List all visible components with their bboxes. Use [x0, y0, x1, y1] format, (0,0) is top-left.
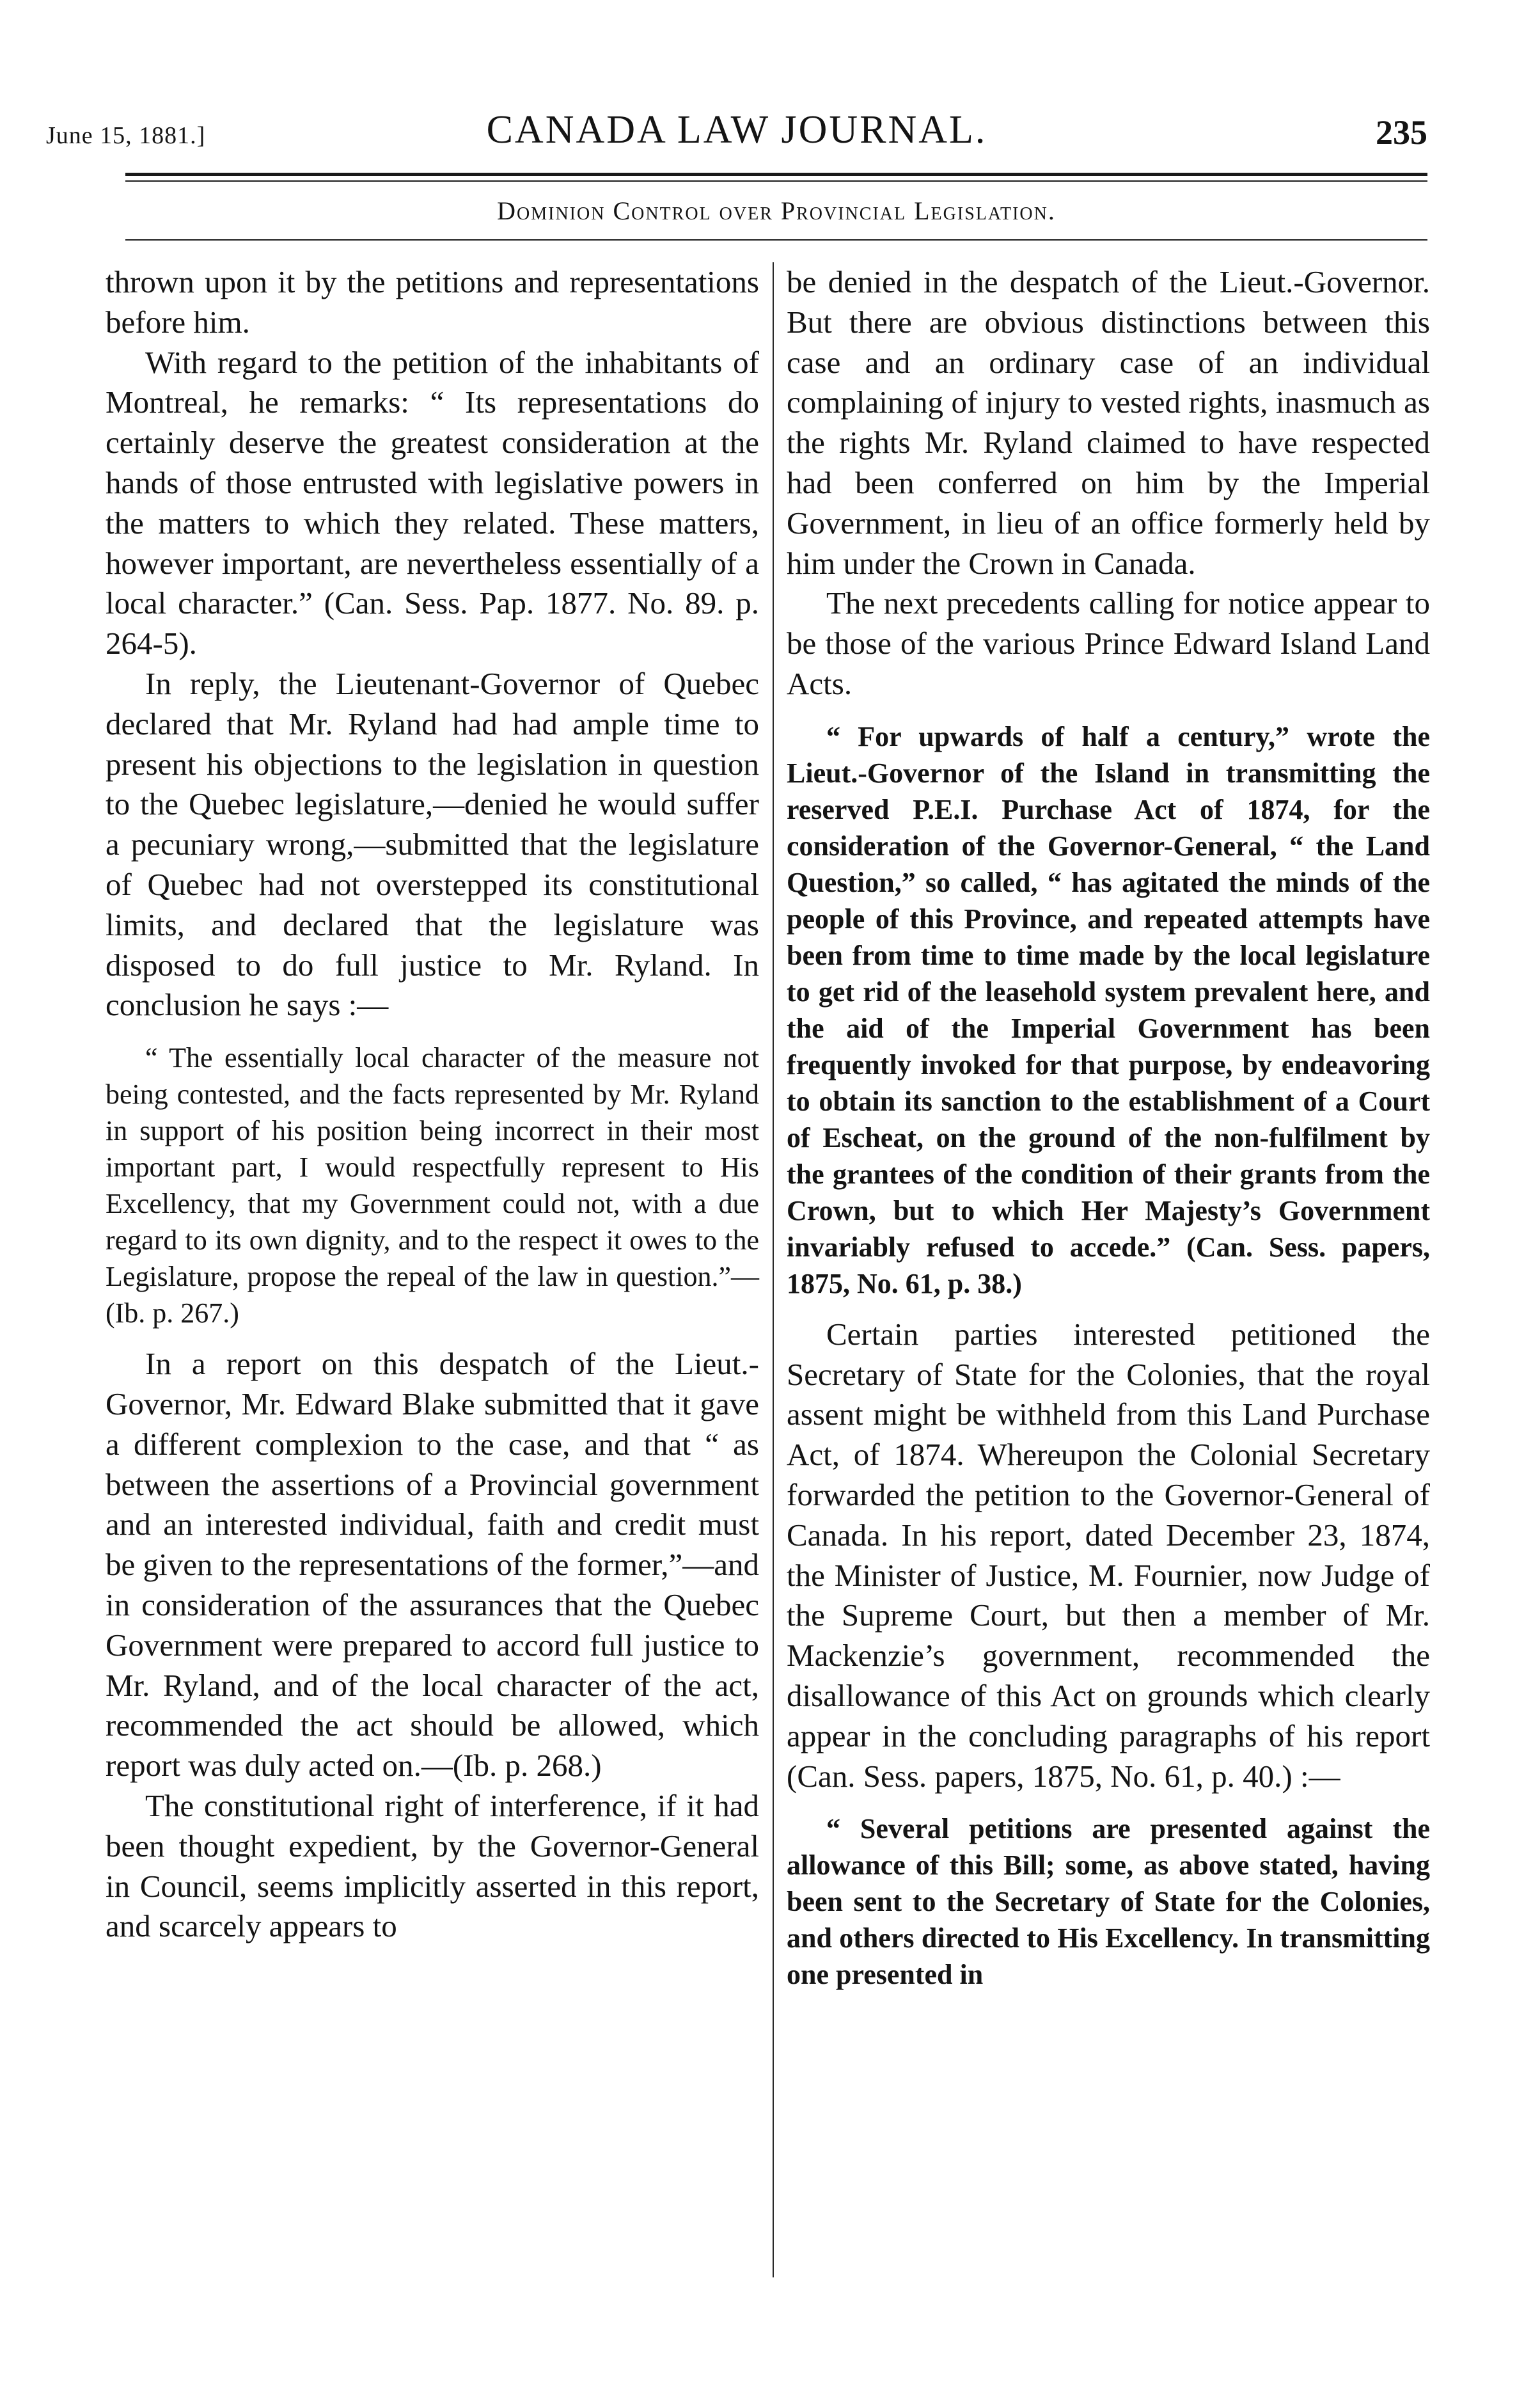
issue-date: June 15, 1881.] [46, 122, 206, 149]
section-title: Dominion Control over Provincial Legislation. [497, 196, 1056, 225]
left-paragraph-2: With regard to the petition of the inhabitants of Montreal, he remarks: “ Its representations do certainly deserve the greatest consideration at the hands of those entrusted with legislative powers in the matters to which they related. These matters, however important, are nevertheless essentially of a local character.” (Can. Sess. Pap. 1877. No. 89. p. 264-5). [106, 344, 759, 661]
left-paragraph-3: In reply, the Lieutenant-Governor of Quebec declared that Mr. Ryland had had ample time to present his objections to the legislation in question to the Quebec legislature,—denied he would suffer a pecuniary wrong,—submitted that the legislature of Quebec had not overstepped its constitutional limits, and declared that the legislature was disposed to do full justice to Mr. Ryland. In conclusion he says :— [106, 665, 759, 1023]
running-head [46, 107, 1427, 159]
column-divider [773, 262, 774, 2277]
right-column [787, 262, 1430, 2006]
left-column [106, 262, 759, 1947]
right-paragraph-2: The next precedents calling for notice appear to be those of the various Prince Edward Island Land Acts. [787, 585, 1430, 701]
journal-title: CANADA LAW JOURNAL. [486, 108, 987, 152]
header-rule-thick [125, 173, 1427, 176]
right-block-quote-1: “ For upwards of half a century,” wrote the Lieut.-Governor of the Island in transmitting the reserved P.E.I. Purchase Act of 1874, for the consideration of the Governor-General, “ the Land Question,” so called, “ has agitated the minds of the people of this Province, and repeated attempts have been from time to time made by the local legislature to get rid of the leasehold system prevalent here, and the aid of the Imperial Government has been frequently invoked for that purpose, by endeavoring to obtain its sanction to the establishment of a Court of Escheat, on the ground of the non-fulfilment by the grantees of the condition of their grants from the Crown, but to which Her Majesty’s Government invariably refused to accede.” (Can. Sess. papers, 1875, No. 61, p. 38.) [787, 720, 1430, 1299]
right-block-quote-2: “ Several petitions are presented against the allowance of this Bill; some, as above stated, having been sent to the Secretary of State for the Colonies, and others directed to His Excellency. In transmitting one presented in [787, 1813, 1430, 1991]
page-number: 235 [1376, 113, 1427, 152]
left-paragraph-5: The constitutional right of interference, if it had been thought expedient, by the Governor-General in Council, seems implicitly asserted in this report, and scarcely appears to [106, 1787, 759, 1944]
right-paragraph-1: be denied in the despatch of the Lieut.-Governor. But there are obvious distinctions between this case and an ordinary case of an individual complaining of injury to vested rights, inasmuch as the rights Mr. Ryland claimed to have respected had been conferred on him by the Imperial Government, in lieu of an office formerly held by him under the Crown in Canada. [787, 264, 1430, 581]
section-rule [125, 239, 1427, 241]
left-paragraph-4: In a report on this despatch of the Lieut.-Governor, Mr. Edward Blake submitted that it gave a different complexion to the case, and that “ as between the assertions of a Provincial government and an interested individual, faith and credit must be given to the representations of the former,”—and in consideration of the assurances that the Quebec Government were prepared to accord full justice to Mr. Ryland, and of the local character of the act, recommended the act should be allowed, which report was duly acted on.—(Ib. p. 268.) [106, 1346, 759, 1784]
left-block-quote: “ The essentially local character of the measure not being contested, and the facts represented by Mr. Ryland in support of his position being incorrect in their most important part, I would respectfully represent to His Excellency, that my Government could not, with a due regard to its own dignity, and to the respect it owes to the Legislature, propose the repeal of the law in question.”—(Ib. p. 267.) [106, 1042, 759, 1329]
left-paragraph-1: thrown upon it by the petitions and representations before him. [106, 264, 759, 340]
right-paragraph-3: Certain parties interested petitioned the Secretary of State for the Colonies, that the royal assent might be withheld from this Land Purchase Act, of 1874. Whereupon the Colonial Secretary forwarded the petition to the Governor-General of Canada. In his report, dated December 23, 1874, the Minister of Justice, M. Fournier, now Judge of the Supreme Court, but then a member of Mr. Mackenzie’s government, recommended the disallowance of this Act on grounds which clearly appear in the concluding paragraphs of his report (Can. Sess. papers, 1875, No. 61, p. 40.) :— [787, 1316, 1430, 1794]
header-rule-thin [125, 180, 1427, 182]
